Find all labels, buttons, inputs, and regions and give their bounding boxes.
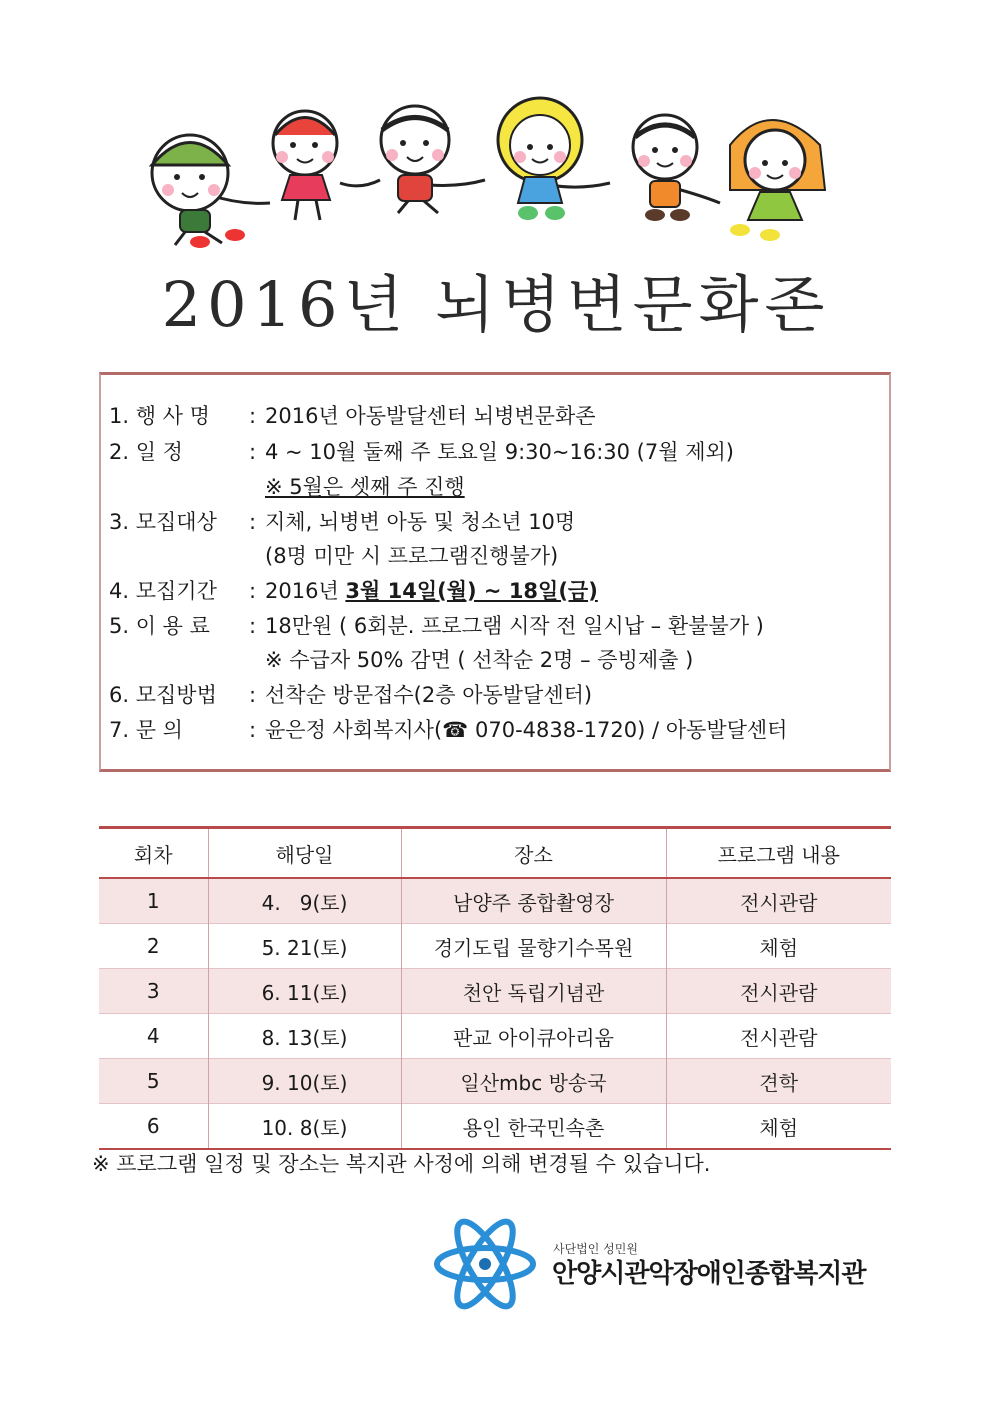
table-row: 3 6. 11(토) 천안 독립기념관 전시관람 [99,969,891,1014]
kids-holding-hands-illustration [130,95,860,255]
kid-4 [498,98,582,220]
header-date: 해당일 [208,828,401,879]
kid-5 [633,115,697,221]
info-row-fee: 5. 이 용 료 : 18만원 ( 6회분. 프로그램 시작 전 일시납 – 환불불가 ) [109,614,764,638]
kid-3 [381,106,449,213]
table-row: 2 5. 21(토) 경기도립 물향기수목원 체험 [99,924,891,969]
header-place: 장소 [401,828,666,879]
kid-2 [273,111,337,220]
kid-1 [152,135,245,248]
info-row-method: 6. 모집방법 : 선착순 방문접수(2층 아동발달센터) [109,683,593,707]
schedule-change-note: ※ 프로그램 일정 및 장소는 복지관 사정에 의해 변경될 수 있습니다. [92,1152,711,1176]
info-row-event-name: 1. 행 사 명 : 2016년 아동발달센터 뇌병변문화존 [109,404,596,428]
info-row-period: 4. 모집기간 : 2016년 3월 14일(월) ~ 18일(금) [109,579,598,603]
info-row-schedule-note: ※ 5월은 셋째 주 진행 [265,475,465,499]
schedule-table [99,826,891,1150]
logo-subtitle: 사단법인 성민원 [553,1242,638,1256]
info-row-schedule: 2. 일 정 : 4 ~ 10월 둘째 주 토요일 9:30~16:30 (7월 제외) [109,440,734,464]
blue-star-logo-icon [430,1218,540,1310]
schedule-header-row [99,828,891,879]
table-row: 1 4. 9(토) 남양주 종합촬영장 전시관람 [99,878,891,924]
header-session: 회차 [99,828,208,879]
logo-name: 안양시관악장애인종합복지관 [552,1259,866,1289]
kid-6 [730,120,825,241]
phone-icon: ☎ [442,718,469,742]
info-row-target: 3. 모집대상 : 지체, 뇌병변 아동 및 청소년 10명 [109,510,576,534]
header-content: 프로그램 내용 [717,842,840,867]
info-row-target-note: (8명 미만 시 프로그램진행불가) [265,544,559,568]
event-info-box [99,372,891,772]
table-row: 5 9. 10(토) 일산mbc 방송국 견학 [99,1059,891,1104]
info-row-fee-note: ※ 수급자 50% 감면 ( 선착순 2명 – 증빙제출 ) [265,648,694,672]
table-row: 6 10. 8(토) 용인 한국민속촌 체험 [99,1104,891,1150]
poster-title: 2016년 뇌병변문화존 [161,268,831,341]
info-row-contact: 7. 문 의 : 윤은정 사회복지사(☎ 070-4838-1720) / 아동발달센터 [109,718,788,742]
table-row: 4 8. 13(토) 판교 아이큐아리움 전시관람 [99,1014,891,1059]
